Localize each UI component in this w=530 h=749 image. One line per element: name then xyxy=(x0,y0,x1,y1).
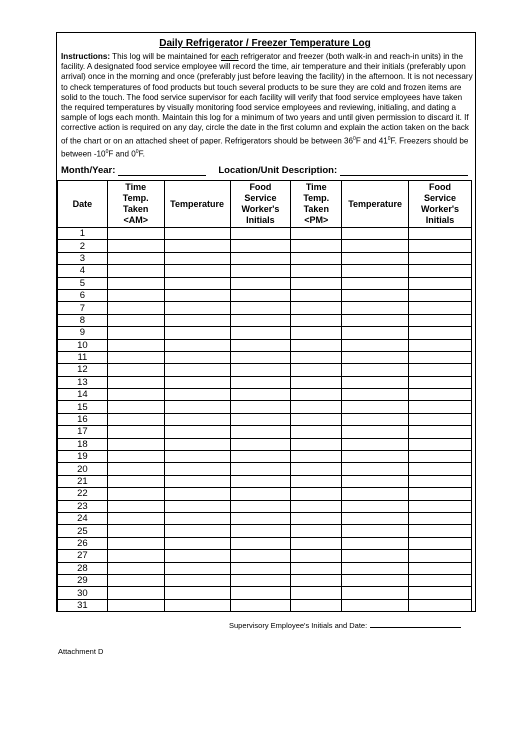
initials-pm-cell[interactable] xyxy=(409,512,472,524)
date-cell: 4 xyxy=(58,265,108,277)
time-pm-cell[interactable] xyxy=(291,364,342,376)
temperature-pm-cell[interactable] xyxy=(342,364,409,376)
time-pm-cell[interactable] xyxy=(291,562,342,574)
table-row xyxy=(58,240,472,252)
temperature-pm-cell[interactable] xyxy=(342,240,409,252)
temperature-am-cell[interactable] xyxy=(164,587,230,599)
table-row xyxy=(58,339,472,351)
supervisory-signoff xyxy=(229,621,461,630)
temperature-pm-cell[interactable] xyxy=(342,376,409,388)
temperature-pm-cell[interactable] xyxy=(342,550,409,562)
time-am-cell[interactable] xyxy=(107,525,164,537)
date-cell: 22 xyxy=(58,488,108,500)
temperature-am-cell[interactable] xyxy=(164,550,230,562)
initials-pm-cell[interactable] xyxy=(409,364,472,376)
table-row xyxy=(58,327,472,339)
header-line: <PM> xyxy=(304,215,329,225)
time-pm-cell[interactable] xyxy=(291,512,342,524)
time-am-cell[interactable] xyxy=(107,438,164,450)
instructions-label: Instructions: xyxy=(61,52,111,61)
temperature-pm-cell[interactable] xyxy=(342,413,409,425)
initials-am-cell[interactable] xyxy=(230,413,291,425)
time-pm-cell[interactable] xyxy=(291,376,342,388)
date-cell: 20 xyxy=(58,463,108,475)
initials-pm-cell[interactable] xyxy=(409,277,472,289)
header-line: Worker's xyxy=(421,204,460,214)
temperature-am-cell[interactable] xyxy=(164,327,230,339)
header-line: Time xyxy=(125,182,147,192)
temperature-am-cell[interactable] xyxy=(164,228,230,240)
location-label: Location/Unit Description: xyxy=(218,165,338,176)
date-cell: 26 xyxy=(58,537,108,549)
temperature-pm-cell[interactable] xyxy=(342,252,409,264)
initials-am-cell[interactable] xyxy=(230,351,291,363)
time-am-cell[interactable] xyxy=(107,426,164,438)
temperature-am-cell[interactable] xyxy=(164,314,230,326)
temperature-pm-cell[interactable] xyxy=(342,289,409,301)
initials-am-cell[interactable] xyxy=(230,426,291,438)
table-row xyxy=(58,537,472,549)
initials-am-cell[interactable] xyxy=(230,252,291,264)
date-cell: 21 xyxy=(58,475,108,487)
instructions-text-3: F and 41 xyxy=(355,136,388,146)
date-cell: 24 xyxy=(58,512,108,524)
date-cell: 29 xyxy=(58,574,108,586)
initials-pm-cell[interactable] xyxy=(409,376,472,388)
temperature-am-cell[interactable] xyxy=(164,537,230,549)
date-cell: 25 xyxy=(58,525,108,537)
initials-am-cell[interactable] xyxy=(230,562,291,574)
temperature-am-cell[interactable] xyxy=(164,488,230,500)
time-pm-cell[interactable] xyxy=(291,228,342,240)
initials-am-cell[interactable] xyxy=(230,376,291,388)
header-line: Time xyxy=(305,182,327,192)
initials-pm-cell[interactable] xyxy=(409,574,472,586)
table-row xyxy=(58,562,472,574)
time-am-cell[interactable] xyxy=(107,327,164,339)
initials-am-cell[interactable] xyxy=(230,463,291,475)
temperature-pm-cell[interactable] xyxy=(342,475,409,487)
table-row xyxy=(58,438,472,450)
temperature-am-cell[interactable] xyxy=(164,389,230,401)
temperature-pm-cell[interactable] xyxy=(342,351,409,363)
date-cell: 13 xyxy=(58,376,108,388)
time-pm-cell[interactable] xyxy=(291,314,342,326)
initials-am-cell[interactable] xyxy=(230,289,291,301)
table-header-row xyxy=(58,181,472,228)
time-am-cell[interactable] xyxy=(107,289,164,301)
instructions-text-2: refrigerator and freezer (both walk-in and reach-in units) in the facility. A designated food service employee will record the time, air temperature and their initials (preferably upon arrival) once in the morning and once (preferably just before leaving the facility) in the afternoon. It is not necessary to check temperatures of food products but touch several products to be sure they are cold and frozen items are solid to the touch. The food service supervisor for each facility will verify that food service employees have taken the required temperatures by visually monitoring food service employees and reviewing, initialing, and dating a sample of logs each month. Maintain this log for a minimum of two years and until given permission to discard it. If corrective action is required on any day, circle the date in the first column and explain the action taken on the back of the chart or on an attached sheet of paper. Refrigerators should be between 36 xyxy=(61,52,473,146)
temperature-pm-cell[interactable] xyxy=(342,389,409,401)
temperature-pm-cell[interactable] xyxy=(342,277,409,289)
initials-pm-cell[interactable] xyxy=(409,389,472,401)
initials-pm-cell[interactable] xyxy=(409,252,472,264)
date-cell: 8 xyxy=(58,314,108,326)
time-am-cell[interactable] xyxy=(107,376,164,388)
temperature-pm-cell[interactable] xyxy=(342,401,409,413)
header-time-am xyxy=(107,181,164,228)
date-cell: 1 xyxy=(58,228,108,240)
table-row xyxy=(58,252,472,264)
instructions-text-1: This log will be maintained for xyxy=(112,52,221,61)
header-temperature-am: Temperature xyxy=(164,181,230,228)
date-cell: 16 xyxy=(58,413,108,425)
header-line: Initials xyxy=(246,215,275,225)
time-pm-cell[interactable] xyxy=(291,463,342,475)
time-am-cell[interactable] xyxy=(107,475,164,487)
initials-pm-cell[interactable] xyxy=(409,314,472,326)
temperature-am-cell[interactable] xyxy=(164,574,230,586)
date-cell: 31 xyxy=(58,599,108,611)
header-temperature-pm: Temperature xyxy=(342,181,409,228)
time-pm-cell[interactable] xyxy=(291,277,342,289)
time-am-cell[interactable] xyxy=(107,500,164,512)
time-pm-cell[interactable] xyxy=(291,438,342,450)
table-row xyxy=(58,488,472,500)
initials-am-cell[interactable] xyxy=(230,537,291,549)
table-row xyxy=(58,364,472,376)
degree-mark: 0 xyxy=(105,148,109,155)
initials-am-cell[interactable] xyxy=(230,488,291,500)
initials-pm-cell[interactable] xyxy=(409,438,472,450)
time-pm-cell[interactable] xyxy=(291,500,342,512)
table-row xyxy=(58,376,472,388)
header-time-pm xyxy=(291,181,342,228)
time-pm-cell[interactable] xyxy=(291,537,342,549)
table-row xyxy=(58,413,472,425)
month-year-field[interactable] xyxy=(118,167,206,176)
initials-am-cell[interactable] xyxy=(230,525,291,537)
date-cell: 14 xyxy=(58,389,108,401)
date-cell: 12 xyxy=(58,364,108,376)
date-cell: 19 xyxy=(58,451,108,463)
initials-pm-cell[interactable] xyxy=(409,327,472,339)
temperature-am-cell[interactable] xyxy=(164,252,230,264)
initials-am-cell[interactable] xyxy=(230,587,291,599)
month-location-row xyxy=(61,165,473,176)
time-am-cell[interactable] xyxy=(107,512,164,524)
temperature-am-cell[interactable] xyxy=(164,438,230,450)
temperature-pm-cell[interactable] xyxy=(342,339,409,351)
time-pm-cell[interactable] xyxy=(291,574,342,586)
initials-pm-cell[interactable] xyxy=(409,351,472,363)
initials-am-cell[interactable] xyxy=(230,451,291,463)
table-row xyxy=(58,550,472,562)
temperature-pm-cell[interactable] xyxy=(342,562,409,574)
table-row xyxy=(58,451,472,463)
initials-am-cell[interactable] xyxy=(230,240,291,252)
time-am-cell[interactable] xyxy=(107,537,164,549)
date-cell: 15 xyxy=(58,401,108,413)
table-row xyxy=(58,426,472,438)
initials-pm-cell[interactable] xyxy=(409,488,472,500)
header-line: Taken xyxy=(303,204,329,214)
time-am-cell[interactable] xyxy=(107,389,164,401)
supervisory-field[interactable] xyxy=(370,621,461,628)
initials-am-cell[interactable] xyxy=(230,550,291,562)
temperature-pm-cell[interactable] xyxy=(342,587,409,599)
date-cell: 10 xyxy=(58,339,108,351)
temperature-am-cell[interactable] xyxy=(164,463,230,475)
temperature-am-cell[interactable] xyxy=(164,289,230,301)
initials-pm-cell[interactable] xyxy=(409,302,472,314)
date-cell: 11 xyxy=(58,351,108,363)
time-am-cell[interactable] xyxy=(107,364,164,376)
table-row xyxy=(58,587,472,599)
date-cell: 17 xyxy=(58,426,108,438)
degree-mark: 0 xyxy=(387,135,391,142)
initials-am-cell[interactable] xyxy=(230,389,291,401)
time-am-cell[interactable] xyxy=(107,463,164,475)
initials-am-cell[interactable] xyxy=(230,228,291,240)
instructions-text-6: F. xyxy=(138,149,145,159)
temperature-log-table xyxy=(57,180,472,612)
temperature-am-cell[interactable] xyxy=(164,339,230,351)
initials-pm-cell[interactable] xyxy=(409,339,472,351)
temperature-am-cell[interactable] xyxy=(164,302,230,314)
time-am-cell[interactable] xyxy=(107,302,164,314)
time-pm-cell[interactable] xyxy=(291,351,342,363)
initials-pm-cell[interactable] xyxy=(409,240,472,252)
table-row xyxy=(58,574,472,586)
temperature-pm-cell[interactable] xyxy=(342,302,409,314)
time-am-cell[interactable] xyxy=(107,240,164,252)
initials-pm-cell[interactable] xyxy=(409,265,472,277)
time-pm-cell[interactable] xyxy=(291,252,342,264)
initials-pm-cell[interactable] xyxy=(409,401,472,413)
temperature-pm-cell[interactable] xyxy=(342,500,409,512)
temperature-pm-cell[interactable] xyxy=(342,265,409,277)
temperature-pm-cell[interactable] xyxy=(342,525,409,537)
header-line: Temp. xyxy=(303,193,330,203)
temperature-pm-cell[interactable] xyxy=(342,451,409,463)
time-am-cell[interactable] xyxy=(107,574,164,586)
degree-mark: 0 xyxy=(353,135,356,142)
instructions-text-5: F and 0 xyxy=(108,149,136,159)
time-am-cell[interactable] xyxy=(107,488,164,500)
time-pm-cell[interactable] xyxy=(291,240,342,252)
temperature-am-cell[interactable] xyxy=(164,364,230,376)
initials-am-cell[interactable] xyxy=(230,277,291,289)
initials-pm-cell[interactable] xyxy=(409,475,472,487)
date-cell: 23 xyxy=(58,500,108,512)
time-am-cell[interactable] xyxy=(107,562,164,574)
header-initials-pm xyxy=(409,181,472,228)
time-pm-cell[interactable] xyxy=(291,475,342,487)
initials-pm-cell[interactable] xyxy=(409,228,472,240)
date-cell: 30 xyxy=(58,587,108,599)
temperature-pm-cell[interactable] xyxy=(342,426,409,438)
temperature-pm-cell[interactable] xyxy=(342,327,409,339)
temperature-am-cell[interactable] xyxy=(164,451,230,463)
initials-am-cell[interactable] xyxy=(230,599,291,611)
date-cell: 6 xyxy=(58,289,108,301)
time-am-cell[interactable] xyxy=(107,228,164,240)
header-line: Service xyxy=(244,193,277,203)
header-line: Worker's xyxy=(241,204,280,214)
initials-pm-cell[interactable] xyxy=(409,599,472,611)
initials-am-cell[interactable] xyxy=(230,574,291,586)
temperature-am-cell[interactable] xyxy=(164,599,230,611)
supervisory-label: Supervisory Employee's Initials and Date: xyxy=(229,621,368,630)
temperature-am-cell[interactable] xyxy=(164,277,230,289)
time-pm-cell[interactable] xyxy=(291,426,342,438)
temperature-pm-cell[interactable] xyxy=(342,463,409,475)
temperature-am-cell[interactable] xyxy=(164,562,230,574)
time-am-cell[interactable] xyxy=(107,339,164,351)
date-cell: 9 xyxy=(58,327,108,339)
time-pm-cell[interactable] xyxy=(291,289,342,301)
time-am-cell[interactable] xyxy=(107,587,164,599)
initials-am-cell[interactable] xyxy=(230,475,291,487)
time-am-cell[interactable] xyxy=(107,351,164,363)
time-pm-cell[interactable] xyxy=(291,587,342,599)
temperature-pm-cell[interactable] xyxy=(342,537,409,549)
time-pm-cell[interactable] xyxy=(291,488,342,500)
temperature-am-cell[interactable] xyxy=(164,413,230,425)
table-row xyxy=(58,265,472,277)
form-title: Daily Refrigerator / Freezer Temperature Log xyxy=(159,38,371,49)
initials-pm-cell[interactable] xyxy=(409,550,472,562)
temperature-am-cell[interactable] xyxy=(164,401,230,413)
header-line: Food xyxy=(429,182,452,192)
temperature-am-cell[interactable] xyxy=(164,351,230,363)
temperature-am-cell[interactable] xyxy=(164,512,230,524)
time-pm-cell[interactable] xyxy=(291,302,342,314)
temperature-am-cell[interactable] xyxy=(164,240,230,252)
month-year-label: Month/Year: xyxy=(61,165,116,176)
instructions-text-4: F. Freezers should be between -10 xyxy=(61,136,469,159)
date-cell: 18 xyxy=(58,438,108,450)
initials-pm-cell[interactable] xyxy=(409,537,472,549)
initials-am-cell[interactable] xyxy=(230,500,291,512)
temperature-pm-cell[interactable] xyxy=(342,574,409,586)
initials-am-cell[interactable] xyxy=(230,302,291,314)
initials-pm-cell[interactable] xyxy=(409,426,472,438)
time-am-cell[interactable] xyxy=(107,550,164,562)
temperature-pm-cell[interactable] xyxy=(342,228,409,240)
initials-pm-cell[interactable] xyxy=(409,525,472,537)
time-am-cell[interactable] xyxy=(107,451,164,463)
time-pm-cell[interactable] xyxy=(291,525,342,537)
time-am-cell[interactable] xyxy=(107,314,164,326)
initials-am-cell[interactable] xyxy=(230,401,291,413)
temperature-am-cell[interactable] xyxy=(164,525,230,537)
table-row xyxy=(58,599,472,611)
initials-pm-cell[interactable] xyxy=(409,463,472,475)
table-row xyxy=(58,475,472,487)
location-field[interactable] xyxy=(340,167,468,176)
initials-pm-cell[interactable] xyxy=(409,562,472,574)
time-pm-cell[interactable] xyxy=(291,599,342,611)
date-cell: 3 xyxy=(58,252,108,264)
table-row xyxy=(58,463,472,475)
date-cell: 28 xyxy=(58,562,108,574)
date-cell: 7 xyxy=(58,302,108,314)
temperature-am-cell[interactable] xyxy=(164,500,230,512)
time-pm-cell[interactable] xyxy=(291,413,342,425)
time-pm-cell[interactable] xyxy=(291,401,342,413)
initials-am-cell[interactable] xyxy=(230,265,291,277)
temperature-pm-cell[interactable] xyxy=(342,488,409,500)
initials-pm-cell[interactable] xyxy=(409,587,472,599)
header-line: Initials xyxy=(425,215,455,225)
initials-am-cell[interactable] xyxy=(230,512,291,524)
table-row xyxy=(58,500,472,512)
table-row xyxy=(58,289,472,301)
header-date: Date xyxy=(58,181,108,228)
temperature-am-cell[interactable] xyxy=(164,475,230,487)
initials-pm-cell[interactable] xyxy=(409,289,472,301)
table-row xyxy=(58,351,472,363)
initials-am-cell[interactable] xyxy=(230,327,291,339)
header-line: Service xyxy=(424,193,457,203)
table-row xyxy=(58,389,472,401)
initials-am-cell[interactable] xyxy=(230,339,291,351)
header-line: Temp. xyxy=(122,193,149,203)
initials-pm-cell[interactable] xyxy=(409,451,472,463)
attachment-label: Attachment D xyxy=(58,647,104,656)
table-row xyxy=(58,302,472,314)
time-am-cell[interactable] xyxy=(107,413,164,425)
temperature-pm-cell[interactable] xyxy=(342,314,409,326)
header-initials-am xyxy=(230,181,291,228)
table-row xyxy=(58,512,472,524)
initials-pm-cell[interactable] xyxy=(409,500,472,512)
initials-am-cell[interactable] xyxy=(230,364,291,376)
date-cell: 5 xyxy=(58,277,108,289)
time-pm-cell[interactable] xyxy=(291,451,342,463)
table-row xyxy=(58,525,472,537)
header-line: Taken xyxy=(123,204,149,214)
time-am-cell[interactable] xyxy=(107,252,164,264)
instructions-paragraph xyxy=(61,52,473,159)
temperature-am-cell[interactable] xyxy=(164,265,230,277)
temperature-pm-cell[interactable] xyxy=(342,512,409,524)
time-am-cell[interactable] xyxy=(107,599,164,611)
time-am-cell[interactable] xyxy=(107,277,164,289)
table-row xyxy=(58,277,472,289)
date-cell: 2 xyxy=(58,240,108,252)
time-pm-cell[interactable] xyxy=(291,327,342,339)
header-line: <AM> xyxy=(123,215,148,225)
time-pm-cell[interactable] xyxy=(291,389,342,401)
time-am-cell[interactable] xyxy=(107,265,164,277)
header-line: Food xyxy=(249,182,272,192)
time-pm-cell[interactable] xyxy=(291,550,342,562)
time-pm-cell[interactable] xyxy=(291,339,342,351)
table-row xyxy=(58,228,472,240)
time-am-cell[interactable] xyxy=(107,401,164,413)
table-row xyxy=(58,314,472,326)
instructions-each: each xyxy=(221,52,239,61)
table-body xyxy=(58,228,472,612)
initials-am-cell[interactable] xyxy=(230,314,291,326)
initials-pm-cell[interactable] xyxy=(409,413,472,425)
degree-mark: 0 xyxy=(135,148,139,155)
temperature-pm-cell[interactable] xyxy=(342,599,409,611)
time-pm-cell[interactable] xyxy=(291,265,342,277)
temperature-pm-cell[interactable] xyxy=(342,438,409,450)
temperature-am-cell[interactable] xyxy=(164,376,230,388)
table-row xyxy=(58,401,472,413)
temperature-am-cell[interactable] xyxy=(164,426,230,438)
initials-am-cell[interactable] xyxy=(230,438,291,450)
date-cell: 27 xyxy=(58,550,108,562)
